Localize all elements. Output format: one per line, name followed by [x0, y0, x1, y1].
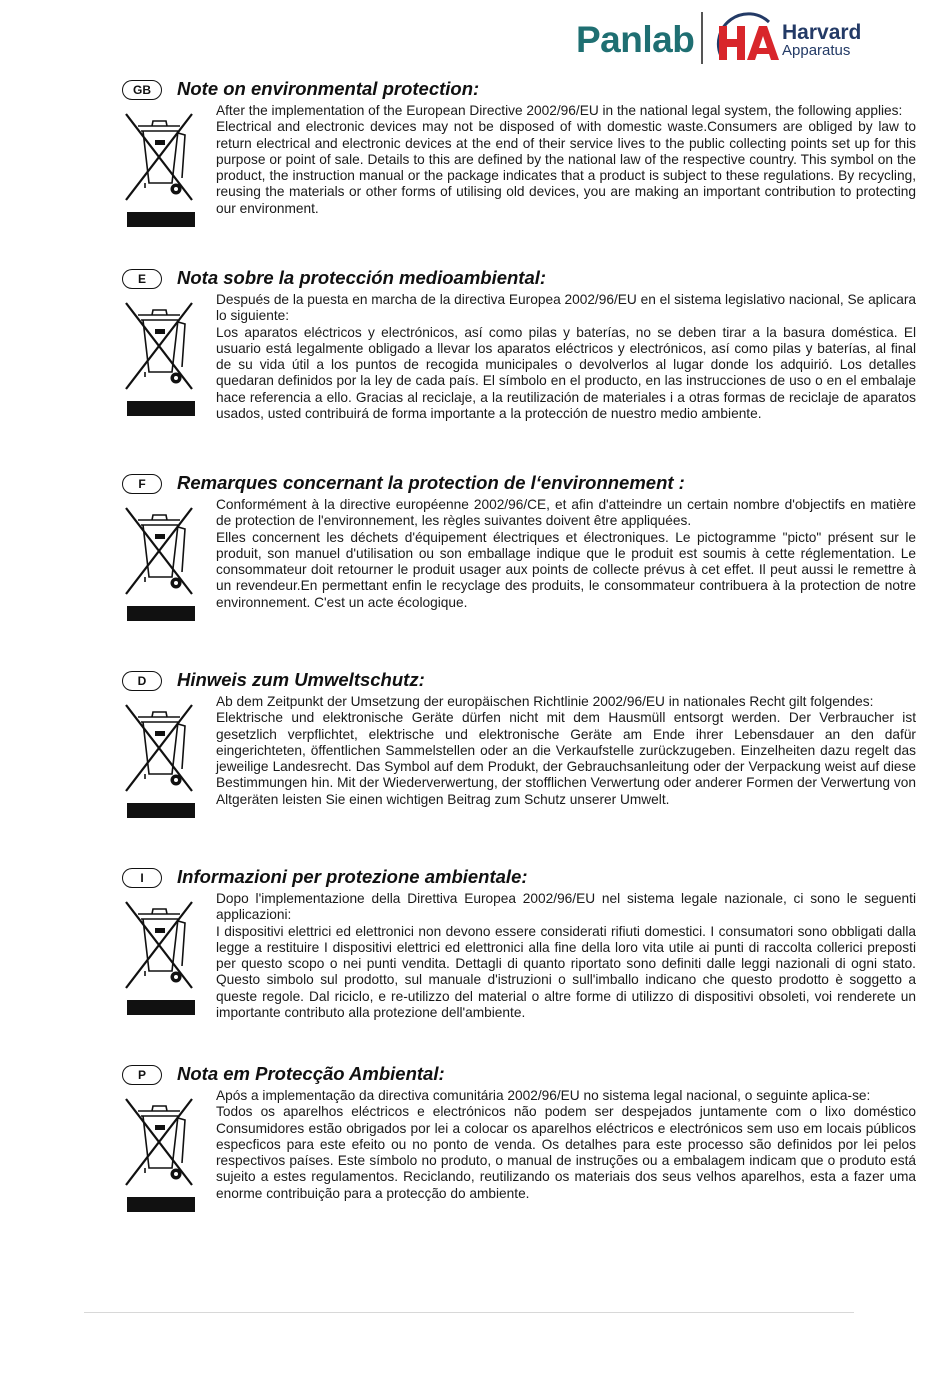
- language-badge: D: [122, 671, 162, 691]
- paragraph-intro: Conformément à la directive européenne 2002/96/CE, et afin d'atteindre un certain nombre d'objectifs en matière de protection de l'environnement, les règles suivantes doivent être appliquées.: [216, 497, 916, 529]
- footer-divider: [84, 1312, 854, 1313]
- section-header: [122, 80, 822, 104]
- language-badge: GB: [122, 80, 162, 100]
- paragraph-intro: Ab dem Zeitpunkt der Umsetzung der europäischen Richtlinie 2002/96/EU in nationales Recht gilt folgendes:: [216, 694, 874, 709]
- weee-bin-icon: [122, 699, 198, 821]
- section-title: Nota sobre la protección medioambiental:: [177, 267, 547, 288]
- section-body: [216, 891, 916, 1021]
- section-header: [122, 269, 822, 293]
- paragraph-main: Todos os aparelhos eléctricos e electrónicos não podem ser despejados juntamente com o lixo doméstico Consumidores estão obrigados por lei a colocar os aparelhos eléctricos e electrónicos sem uso em locais públicos especficos para este efeito ou no ponto de venda. Os detalhes para este processo são definidos por lei pelos respectivos países. Este símbolo no produto, o manual de instruções ou a embalagem indicam que o produto está sujeito a estes regulamentos. Reciclando, reutilizando os materiais dos seus velhos aparelhos, esta a fazer uma enorme contribuição para a protecção do ambiente.: [216, 1104, 916, 1201]
- paragraph-main: I dispositivi elettrici ed elettronici non devono essere considerati rifiuti domestici. I consumatori sono obbligati dalla legge a restituire I dispositivi elettrici ed elettronici alla fine della loro vita utile ai punti di raccolta collerici preposti per questo scopo o nei punti vendita. Dettagli di quanto riportato sono definiti dalle leggi nazionali di ogni stato. Questo simbolo sul prodotto, sul manuale d'istruzioni o sull'imballo indicano che questo prodotto è soggetto a queste regole. Dal riciclo, e re-utilizzo del material o altre forme di utilizzo di dispositivi obsoleti, voi renderete un importante contributo alla protezione dell'ambiente.: [216, 923, 916, 1021]
- language-badge: P: [122, 1065, 162, 1085]
- section-body: [216, 292, 916, 422]
- section-gb: [122, 78, 916, 216]
- weee-bin-icon: [122, 1093, 198, 1215]
- section-body: [216, 1088, 916, 1202]
- weee-bin-icon: [122, 108, 198, 230]
- section-e: [122, 267, 917, 422]
- apparatus-logo-text: Apparatus: [782, 42, 851, 59]
- section-header: [122, 868, 822, 892]
- language-badge: I: [122, 868, 162, 888]
- section-i: [122, 866, 916, 1021]
- paragraph-intro: Dopo l'implementazione della Direttiva Europea 2002/96/EU nel sistema legale nazionale, ci sono le seguenti applicazioni:: [216, 891, 916, 923]
- section-body: [216, 497, 916, 611]
- paragraph-intro: Após a implementação da directiva comunitária 2002/96/EU no sistema legal nacional, o seguinte aplica-se:: [216, 1088, 871, 1103]
- section-f: [122, 472, 916, 610]
- paragraph-main: Elektrische und elektronische Geräte dürfen nicht mit dem Hausmüll entsorgt werden. Der Verbraucher ist gesetzlich verpflichtet, elektrische und elektronische Geräte am Ende ihrer Lebensdauer an den dafür eingerichteten, öffentlichen Sammelstellen oder an die Verkaufstelle zurückzugeben. Einzelheiten dazu regelt das jeweilige Landesrecht. Das Symbol auf dem Produkt, der Gebrauchsanleitung oder der Verpackung weist auf diese Bestimmungen hin. Mit der Wiederverwertung, der stofflichen Verwertung oder anderer Formen der Verwertung von Altgeräten leisten Sie einen wichtigen Beitrag zum Schutz unserer Umwelt.: [216, 710, 916, 807]
- panlab-logo-text: Panlab: [576, 19, 695, 60]
- paragraph-intro: After the implementation of the European Directive 2002/96/EU in the national legal system, the following applies:: [216, 103, 903, 118]
- section-title: Note on environmental protection:: [177, 78, 480, 99]
- header-logo: [576, 6, 866, 64]
- paragraph-main: Electrical and electronic devices may not be disposed of with domestic waste.Consumers are obliged by law to return electrical and electronic devices at the end of their service lives to the public collecting points set up for this purpose or point of sale. Details to this are defined by the national law of the respective country. This symbol on the product, the instruction manual or the package indicates that a product is subject to these regulations. By recycling, reusing the materials or other forms of utilising old devices, you are making an important contribution to protecting our environment.: [216, 119, 916, 216]
- section-title: Hinweis zum Umweltschutz:: [177, 669, 425, 690]
- section-body: [216, 103, 916, 217]
- section-header: [122, 671, 822, 695]
- section-header: [122, 1065, 822, 1089]
- language-badge: E: [122, 269, 162, 289]
- section-d: [122, 669, 916, 807]
- weee-bin-icon: [122, 502, 198, 624]
- section-header: [122, 474, 822, 498]
- harvard-logo-text: Harvard: [782, 21, 862, 44]
- harvard-apparatus-ha-icon: [711, 12, 779, 64]
- section-body: [216, 694, 916, 808]
- language-badge: F: [122, 474, 162, 494]
- paragraph-main: Elles concernent les déchets d'équipement électriques et électroniques. Le pictogramme "picto" présent sur le produit, son manuel d'utilisation ou son emballage indique que le produit est soumis à cette réglementation. Le consommateur doit retourner le produit usager aux points de collecte prévus à cet effet. Il peut aussi le remettre à un revendeur.En permettant enfin le recyclage des produits, le consommateur contribuera à la protection de notre environnement. C'est un acte écologique.: [216, 529, 916, 610]
- weee-bin-icon: [122, 297, 198, 419]
- section-title: Informazioni per protezione ambientale:: [177, 866, 528, 887]
- section-p: [122, 1063, 916, 1201]
- paragraph-main: Los aparatos eléctricos y electrónicos, así como pilas y baterías, no se deben tirar a la basura doméstica. El usuario está legalmente obligado a llevar los aparatos eléctricos y electrónicos, así como pilas y baterías, al final de su vida útil a los puntos de recogida municipales o devolverlos al lugar donde los adquirió. Los detalles quedaran definidos por la ley de cada país. El símbolo en el producto, en las instrucciones de uso o en el embalaje hace referencia a ello. Gracias al reciclaje, a la reutilización de materiales i a otras formas de reciclaje de aparatos usados, usted contribuirá de forma importante a la protección de nuestro medio ambiente.: [216, 324, 916, 422]
- section-title: Nota em Protecção Ambiental:: [177, 1063, 445, 1084]
- section-title: Remarques concernant la protection de l‘environnement :: [177, 472, 685, 493]
- weee-bin-icon: [122, 896, 198, 1018]
- logo-divider: [701, 12, 703, 64]
- paragraph-intro: Después de la puesta en marcha de la directiva Europea 2002/96/EU en el sistema legislativo nacional, Se aplicara lo siguiente:: [216, 292, 917, 324]
